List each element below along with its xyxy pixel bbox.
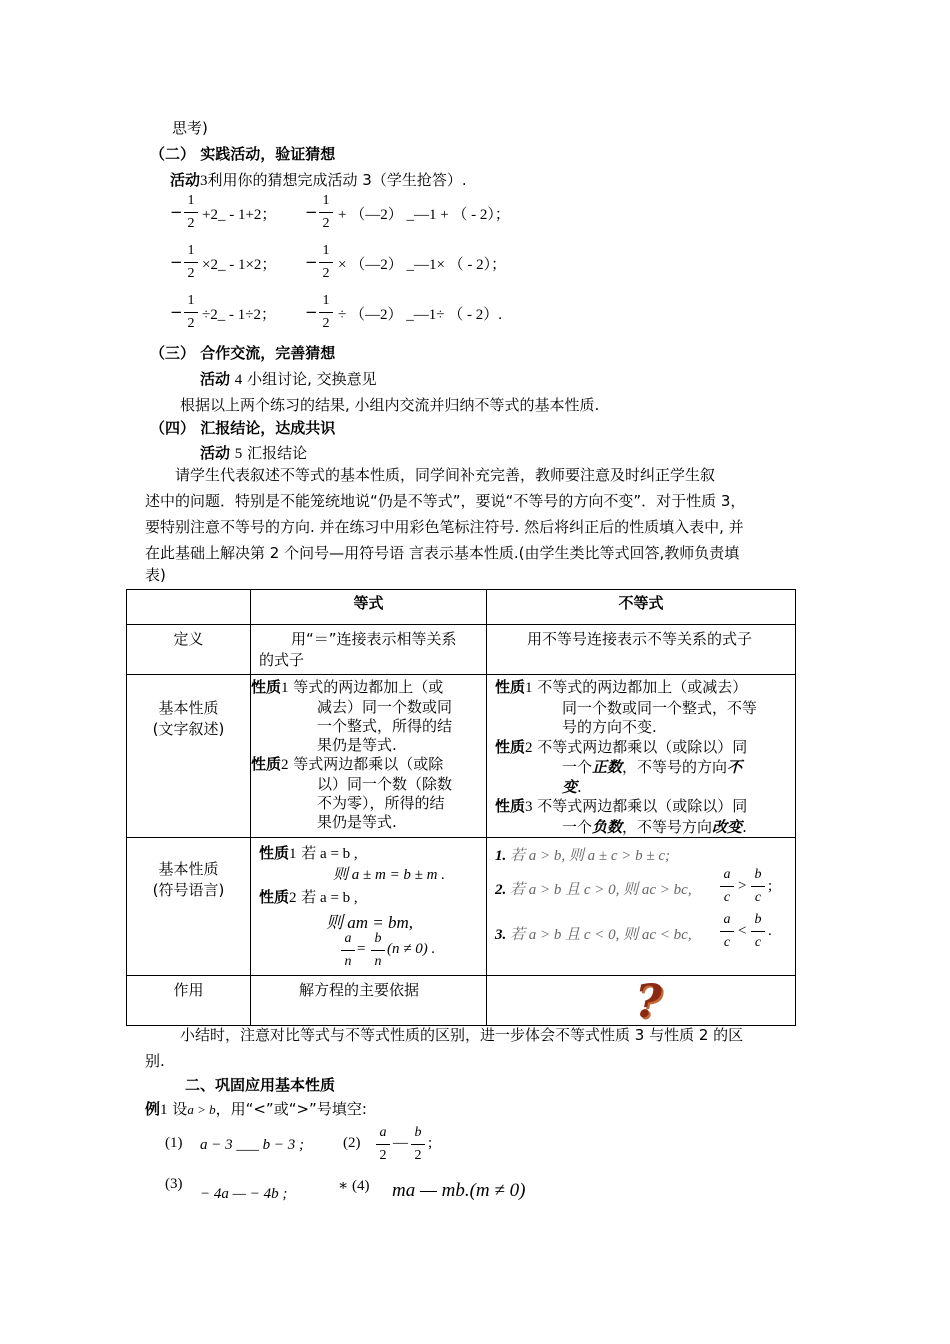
activity-4-desc: 根据以上两个练习的结果, 小组内交流并归纳不等式的基本性质. (180, 396, 600, 414)
fraction (184, 292, 198, 333)
section-4-title: （四） 汇报结论，达成共识 (150, 419, 336, 437)
exercise-sign: − (305, 303, 318, 321)
row-label-basic-text: 基本性质 (文字叙述) (127, 675, 251, 838)
activity-3-label: 活动 (170, 171, 201, 189)
activity-4-text: 小组讨论, 交换意见 (247, 370, 377, 388)
table-row-definition (127, 625, 796, 675)
fraction-num: 1 (187, 193, 195, 208)
fraction-num: 1 (187, 243, 195, 258)
fraction: a c (720, 866, 734, 907)
fraction: b c (751, 866, 765, 907)
table-row-basic-symbol (127, 838, 796, 976)
example-text-b: ，用“<”或“>”号填空: (215, 1100, 367, 1118)
fraction (184, 192, 198, 233)
activity-5-num: 5 (234, 446, 243, 462)
fraction-den: 2 (322, 216, 330, 231)
example-item-2-blank: — (393, 1135, 408, 1151)
definition-equation: 用“＝”连接表示相等关系 的式子 (251, 625, 487, 675)
fraction-num: 1 (322, 293, 330, 308)
exercise-expr: + （—2） _—1 + （ - 2）； (338, 207, 510, 223)
example-item-4-expr: ma — mb.(m ≠ 0) (392, 1180, 526, 1201)
exercise-expr: +2_ - 1+2； (202, 207, 277, 223)
example-item-2-tail: ; (428, 1135, 433, 1151)
activity-3-text: 利用你的猜想完成活动 3（学生抢答）. (207, 171, 467, 189)
report-line: 在此基础上解决第 2 个问号—用符号语 言表示基本性质.(由学生类比等式回答,教师负责填 (145, 544, 740, 562)
example-item-1-expr: a − 3 ___ b − 3 ; (200, 1137, 304, 1153)
fraction-den: 2 (322, 316, 330, 331)
example-item-1-number: (1) (165, 1135, 183, 1151)
row-label-use: 作用 (127, 976, 251, 1026)
report-line: 请学生代表叙述不等式的基本性质，同学间补充完善，教师要注意及时纠正学生叙 (175, 466, 716, 484)
header-cell-inequality: 不等式 (487, 590, 796, 625)
definition-inequality: 用不等号连接表示不等关系的式子 (487, 625, 796, 675)
table-row-use (127, 976, 796, 1026)
report-paragraph (145, 462, 810, 584)
activity-5 (200, 442, 307, 463)
table-row-basic-text (127, 675, 796, 838)
fraction-den: 2 (187, 266, 195, 281)
summary-line-1: 小结时，注意对比等式与不等式性质的区别，进一步体会不等式性质 3 与性质 2 的区 (180, 1026, 744, 1044)
exercise-sign: − (170, 253, 183, 271)
fraction-num: 1 (322, 243, 330, 258)
fraction-num: 1 (322, 193, 330, 208)
example-1-prompt (145, 1098, 367, 1119)
section-5-title: 二、巩固应用基本性质 (185, 1076, 336, 1094)
activity-5-label: 活动 (200, 444, 231, 462)
example-item-2-number: (2) (343, 1135, 361, 1151)
activity-4-label: 活动 (200, 370, 231, 388)
fraction (319, 242, 333, 283)
fraction (319, 192, 333, 233)
fraction (184, 242, 198, 283)
activity-3-num: 3 (200, 173, 208, 189)
use-equation: 解方程的主要依据 (251, 976, 487, 1026)
example-item-3-number: (3) (165, 1176, 183, 1192)
activity-4 (200, 368, 377, 389)
example-item-3-expr: − 4a — − 4b ; (200, 1186, 288, 1202)
top-fragment: 思考) (172, 119, 208, 137)
comparison-table (126, 589, 796, 1026)
activity-4-num: 4 (234, 372, 243, 388)
table-header-row (127, 590, 796, 625)
fraction-den: 2 (322, 266, 330, 281)
question-mark-icon: ? (635, 974, 662, 1028)
example-item-4-number: ∗ (4) (338, 1178, 370, 1194)
activity-3 (170, 169, 467, 190)
report-line: 表) (145, 566, 166, 584)
fraction-den: 2 (187, 316, 195, 331)
use-inequality (487, 976, 796, 1026)
report-line: 述中的问题．特别是不能笼统地说“仍是不等式”，要说“不等号的方向不变”．对于性质 3， (145, 492, 746, 510)
fraction: a n (341, 930, 355, 971)
exercise-sign: − (170, 303, 183, 321)
header-cell-empty (127, 590, 251, 625)
section-2-title: （二） 实践活动，验证猜想 (150, 145, 336, 163)
fraction-num: 1 (187, 293, 195, 308)
example-label: 例 (145, 1100, 161, 1118)
activity-5-text: 汇报结论 (247, 444, 308, 462)
fraction (319, 292, 333, 333)
section-3-title: （三） 合作交流，完善猜想 (150, 344, 336, 362)
row-label-definition: 定义 (127, 625, 251, 675)
summary-line-2: 别. (145, 1052, 165, 1070)
exercise-sign: − (170, 203, 183, 221)
fraction: b n (371, 930, 385, 971)
basic-symbol-equation: 性质1 若 a = b , 则 a ± m = b ± m . 性质2 若 a = b , 则 am = bm, a n = b n (n ≠ 0) . (251, 838, 487, 976)
basic-text-inequality: 性质1 不等式的两边都加上（或减去） 同一个数或同一个整式，不等 号的方向不变. 性质2 不等式两边都乘以（或除以）同 一个正数，不等号的方向不 变. 性质3 不等式两边都乘以（或除以）同 一个负数，不等号方向改变. (487, 675, 796, 838)
basic-symbol-inequality: 1. 若 a > b, 则 a ± c > b ± c; 2. 若 a > b 且 c > 0, 则 ac > bc, a c > b c ; 3. 若 a > b 且 c < 0, 则 ac < bc, a c < b c . (487, 838, 796, 976)
exercise-expr: ÷2_ - 1÷2； (202, 307, 276, 323)
fraction: a c (720, 911, 734, 952)
exercise-expr: ÷ （—2） _—1÷ （ - 2）. (338, 307, 502, 323)
fraction: b c (751, 911, 765, 952)
fraction: a 2 (376, 1124, 390, 1165)
example-cond: a > b (187, 1102, 216, 1117)
fraction: b 2 (411, 1124, 425, 1165)
exercise-sign: − (305, 203, 318, 221)
example-text-a: 设 (172, 1100, 188, 1118)
example-num: 1 (160, 1102, 168, 1118)
basic-text-equation: 性质1 等式的两边都加上（或 减去）同一个数或同 一个整式，所得的结 果仍是等式. 性质2 等式两边都乘以（或除 以）同一个数（除数 不为零），所得的结 果仍是等式. (251, 675, 487, 838)
exercise-expr: × （—2） _—1× （ - 2）； (338, 257, 507, 273)
fraction-den: 2 (187, 216, 195, 231)
exercise-expr: ×2_ - 1×2； (202, 257, 277, 273)
exercise-sign: − (305, 253, 318, 271)
report-line: 要特别注意不等号的方向. 并在练习中用彩色笔标注符号. 然后将纠正后的性质填入表中, 并 (145, 518, 744, 536)
header-cell-equation: 等式 (251, 590, 487, 625)
row-label-basic-symbol: 基本性质 (符号语言) (127, 838, 251, 976)
